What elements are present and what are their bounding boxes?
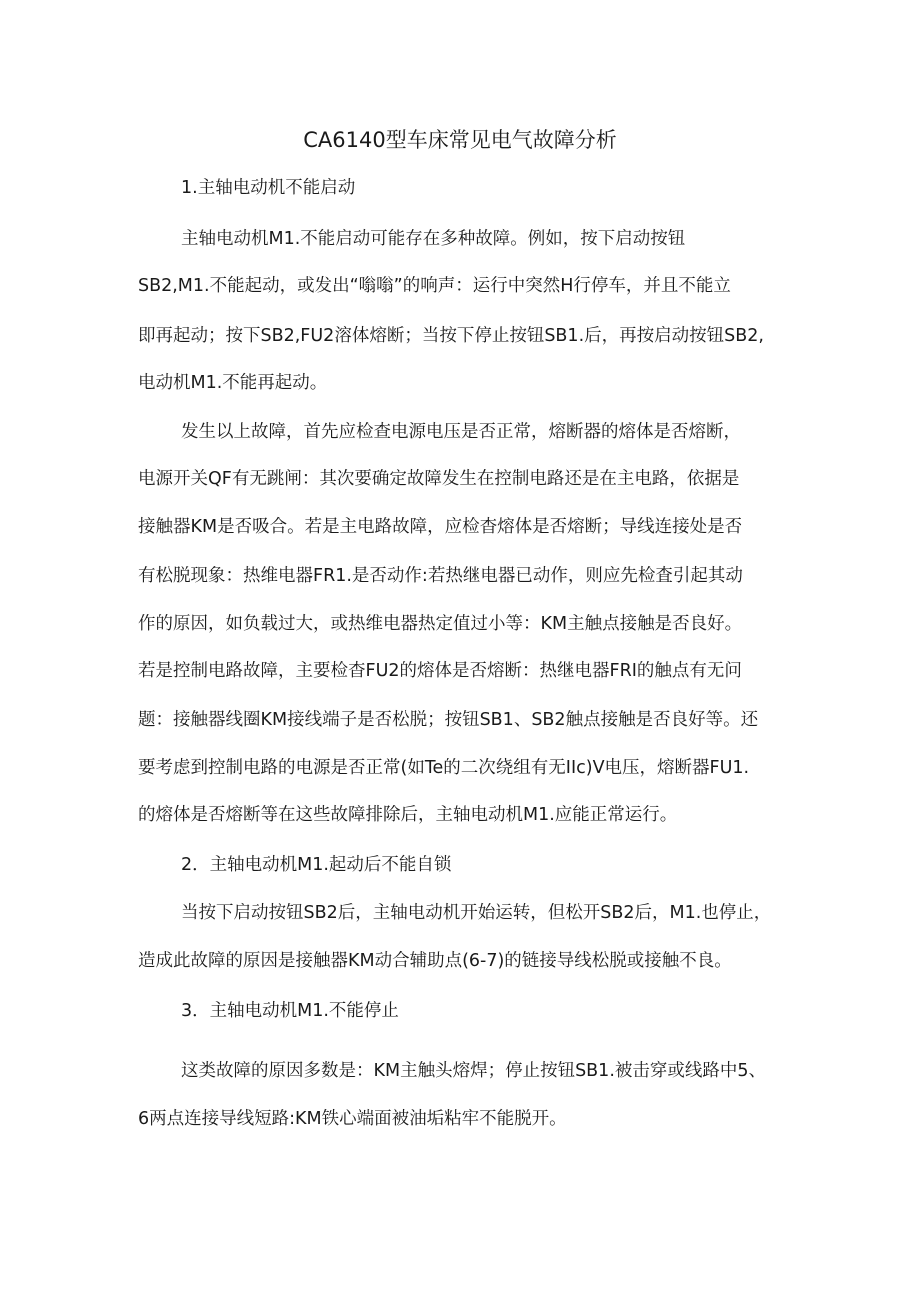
paragraph-line: 的熔体是否熔断等在这些故障排除后，主轴电动机M1.应能正常运行。 <box>138 805 678 825</box>
paragraph-line: 作的原因，如负载过大，或热维电器热定值过小等：KM主触点接触是否良好。 <box>138 614 743 634</box>
paragraph-line: 题：接触器线圈KM接线端子是否松脱；按钮SB1、SB2触点接触是否良好等。还 <box>138 710 759 730</box>
paragraph-line: 6两点连接导线短路:KM铁心端面被油垢粘牢不能脱开。 <box>138 1109 567 1129</box>
paragraph-line: 要考虑到控制电路的电源是否正常(如Te的二次绕组有无IIc)V电压，熔断器FU1. <box>138 758 750 778</box>
paragraph-line: 主轴电动机M1.不能启动可能存在多种故障。例如，按下启动按钮 <box>181 229 686 249</box>
section-heading: 3．主轴电动机M1.不能停止 <box>181 1001 399 1021</box>
paragraph-line: 若是控制电路故障，主要检杳FU2的熔体是否熔断：热继电器FRI的触点有无问 <box>138 661 742 681</box>
section-heading: 2．主轴电动机M1.起动后不能自锁 <box>181 855 452 875</box>
paragraph-line: 电动机M1.不能再起动。 <box>138 373 328 393</box>
paragraph-line: 造成此故障的原因是接触器KM动合辅助点(6-7)的链接导线松脱或接触不良。 <box>138 951 732 971</box>
paragraph-line: 这类故障的原因多数是：KM主触头熔焊；停止按钮SB1.被击穿或线路中5、 <box>181 1061 767 1081</box>
section-heading: 1.主轴电动机不能启动 <box>181 178 356 198</box>
paragraph-line: 电源开关QF有无跳闸：其次要确定故障发生在控制电路还是在主电路，依据是 <box>138 469 740 489</box>
paragraph-line: 发生以上故障，首先应检查电源电压是否正常，熔断器的熔体是否熔断， <box>181 422 741 442</box>
paragraph-line: 当按下启动按钮SB2后，主轴电动机开始运转，但松开SB2后，M1.也停止， <box>181 903 772 923</box>
document-title: CA6140型车床常见电气故障分析 <box>303 128 617 152</box>
paragraph-line: 即再起动；按下SB2,FU2溶体熔断；当按下停止按钮SB1.后，再按启动按钮SB2, <box>138 326 764 346</box>
paragraph-line: 接触器KM是否吸合。若是主电路故障，应检杳熔体是否熔断；导线连接处是否 <box>138 517 743 537</box>
paragraph-line: 有松脱现象：热维电器FR1.是否动作:若热继电器已动作，则应先检査引起其动 <box>138 566 743 586</box>
paragraph-line: SB2,M1.不能起动，或发出“嗡嗡”的响声：运行中突然H行停车，并且不能立 <box>138 276 731 296</box>
